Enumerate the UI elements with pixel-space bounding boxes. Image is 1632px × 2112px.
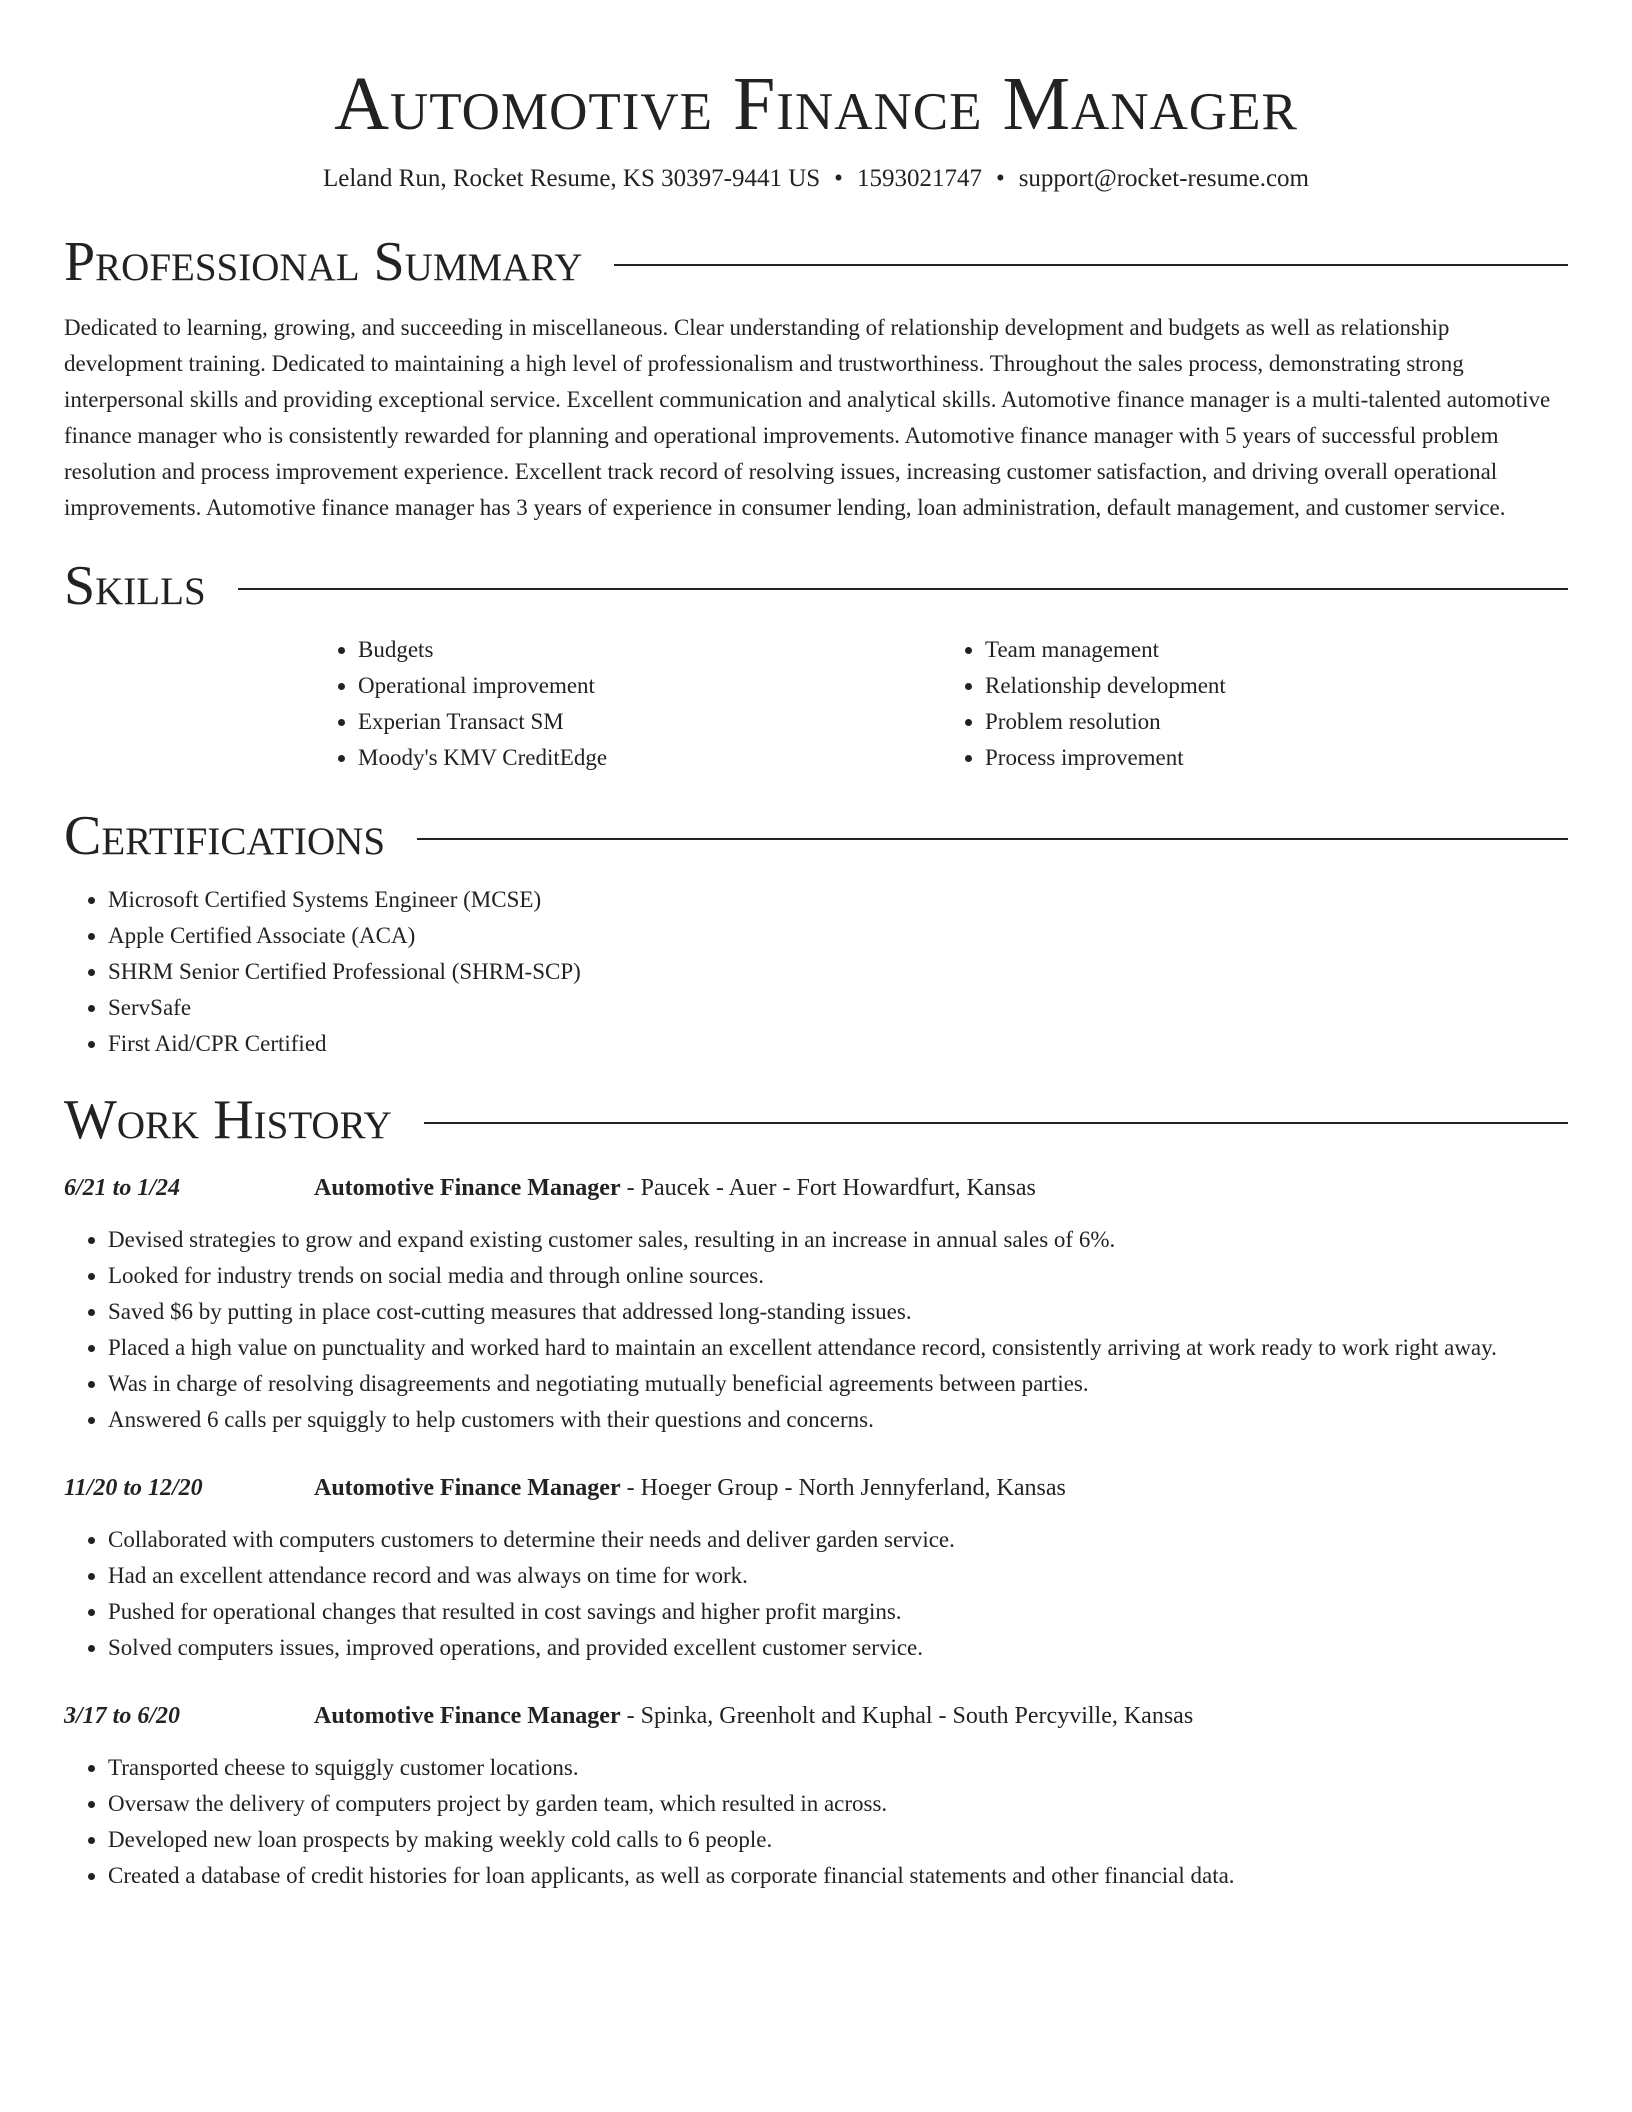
- job-position: [314, 1170, 1036, 1206]
- skill-item: • Operational improvement: [358, 668, 941, 704]
- job-bullet: • Devised strategies to grow and expand existing customer sales, resulting in an increase in annual sales of 6%.: [108, 1222, 1568, 1258]
- skill-item: • Problem resolution: [985, 704, 1568, 740]
- work-history-heading: Work History: [64, 1089, 392, 1151]
- skill-item: • Moody's KMV CreditEdge: [358, 740, 941, 776]
- job-position: [314, 1470, 1066, 1506]
- job-bullet: • Oversaw the delivery of computers project by garden team, which resulted in across.: [108, 1786, 1568, 1822]
- job-header: [64, 1470, 1568, 1506]
- resume-name: Automotive Finance Manager: [334, 62, 1298, 146]
- job-title: Automotive Finance Manager: [314, 1175, 621, 1201]
- section-divider: [238, 588, 1568, 590]
- certification-item: • First Aid/CPR Certified: [108, 1026, 1568, 1062]
- skills-heading: Skills: [64, 555, 206, 617]
- job-bullets: [64, 1222, 1568, 1438]
- contact-separator: •: [834, 165, 843, 192]
- contact-email: support@rocket-resume.com: [1018, 165, 1309, 192]
- skill-item: • Budgets: [358, 632, 941, 668]
- skills-columns: [314, 632, 1568, 776]
- skill-item: • Experian Transact SM: [358, 704, 941, 740]
- contact-line: [64, 162, 1568, 196]
- certification-item: • Apple Certified Associate (ACA): [108, 918, 1568, 954]
- work-history-section-header: [64, 1090, 1568, 1150]
- certification-item: • SHRM Senior Certified Professional (SHRM-SCP): [108, 954, 1568, 990]
- job-bullets: [64, 1750, 1568, 1894]
- job-title: Automotive Finance Manager: [314, 1703, 621, 1729]
- job-bullet: • Created a database of credit histories for loan applicants, as well as corporate financial statements and other financial data.: [108, 1858, 1568, 1894]
- certifications-list: [64, 882, 1568, 1062]
- job-dates: 11/20 to 12/20: [64, 1475, 203, 1501]
- job-bullet: • Developed new loan prospects by making weekly cold calls to 6 people.: [108, 1822, 1568, 1858]
- contact-separator: •: [995, 165, 1005, 192]
- job-bullet: • Placed a high value on punctuality and worked hard to maintain an excellent attendance record, consistently arriving at work ready to work right away.: [108, 1330, 1568, 1366]
- certification-item: • Microsoft Certified Systems Engineer (MCSE): [108, 882, 1568, 918]
- job-bullet: • Saved $6 by putting in place cost-cutting measures that addressed long-standing issues.: [108, 1294, 1568, 1330]
- job-bullets: [64, 1522, 1568, 1666]
- skills-section-header: [64, 556, 1568, 616]
- job-header: [64, 1170, 1568, 1206]
- skill-item: • Team management: [985, 632, 1568, 668]
- contact-phone: 1593021747: [856, 165, 982, 192]
- summary-section-header: [64, 232, 1568, 292]
- skill-item: • Relationship development: [985, 668, 1568, 704]
- section-divider: [614, 264, 1568, 266]
- job-bullet: • Collaborated with computers customers to determine their needs and deliver garden service.: [108, 1522, 1568, 1558]
- job-bullet: • Answered 6 calls per squiggly to help customers with their questions and concerns.: [108, 1402, 1568, 1438]
- job-bullet: • Transported cheese to squiggly customer locations.: [108, 1750, 1568, 1786]
- certifications-heading: Certifications: [64, 805, 386, 867]
- job-position: [314, 1698, 1193, 1734]
- job-bullet: • Looked for industry trends on social media and through online sources.: [108, 1258, 1568, 1294]
- skills-list-left: [314, 632, 941, 776]
- job-company: - Paucek - Auer - Fort Howardfurt, Kansas: [620, 1175, 1036, 1201]
- skill-item: • Process improvement: [985, 740, 1568, 776]
- job-bullet: • Solved computers issues, improved operations, and provided excellent customer service.: [108, 1630, 1568, 1666]
- job-bullet: • Pushed for operational changes that resulted in cost savings and higher profit margins.: [108, 1594, 1568, 1630]
- section-divider: [417, 838, 1568, 840]
- summary-text: Dedicated to learning, growing, and succeeding in miscellaneous. Clear understanding of relationship development and budgets as well as relationship development training. Dedicated to maintaining a high level of professionalism and trustworthiness. Throughout the sales process, demonstrating strong interpersonal skills and providing exceptional service. Excellent communication and analytical skills. Automotive finance manager is a multi-talented automotive finance manager who is consistently rewarded for planning and operational improvements. Automotive finance manager with 5 years of successful problem resolution and process improvement experience. Excellent track record of resolving issues, increasing customer satisfaction, and driving overall operational improvements. Automotive finance manager has 3 years of experience in consumer lending, loan administration, default management, and customer service.: [64, 315, 1551, 520]
- job-bullet: • Had an excellent attendance record and was always on time for work.: [108, 1558, 1568, 1594]
- job-header: [64, 1698, 1568, 1734]
- job-dates: 6/21 to 1/24: [64, 1175, 181, 1201]
- job-dates: 3/17 to 6/20: [64, 1703, 181, 1729]
- job-company: - Spinka, Greenholt and Kuphal - South Percyville, Kansas: [620, 1703, 1194, 1729]
- job-company: - Hoeger Group - North Jennyferland, Kansas: [620, 1475, 1066, 1501]
- section-divider: [424, 1122, 1568, 1124]
- contact-address: Leland Run, Rocket Resume, KS 30397-9441 US: [322, 165, 821, 192]
- certifications-section-header: [64, 806, 1568, 866]
- certification-item: • ServSafe: [108, 990, 1568, 1026]
- summary-heading: Professional Summary: [64, 231, 583, 293]
- job-title: Automotive Finance Manager: [314, 1475, 621, 1501]
- job-bullet: • Was in charge of resolving disagreements and negotiating mutually beneficial agreements between parties.: [108, 1366, 1568, 1402]
- skills-list-right: [941, 632, 1568, 776]
